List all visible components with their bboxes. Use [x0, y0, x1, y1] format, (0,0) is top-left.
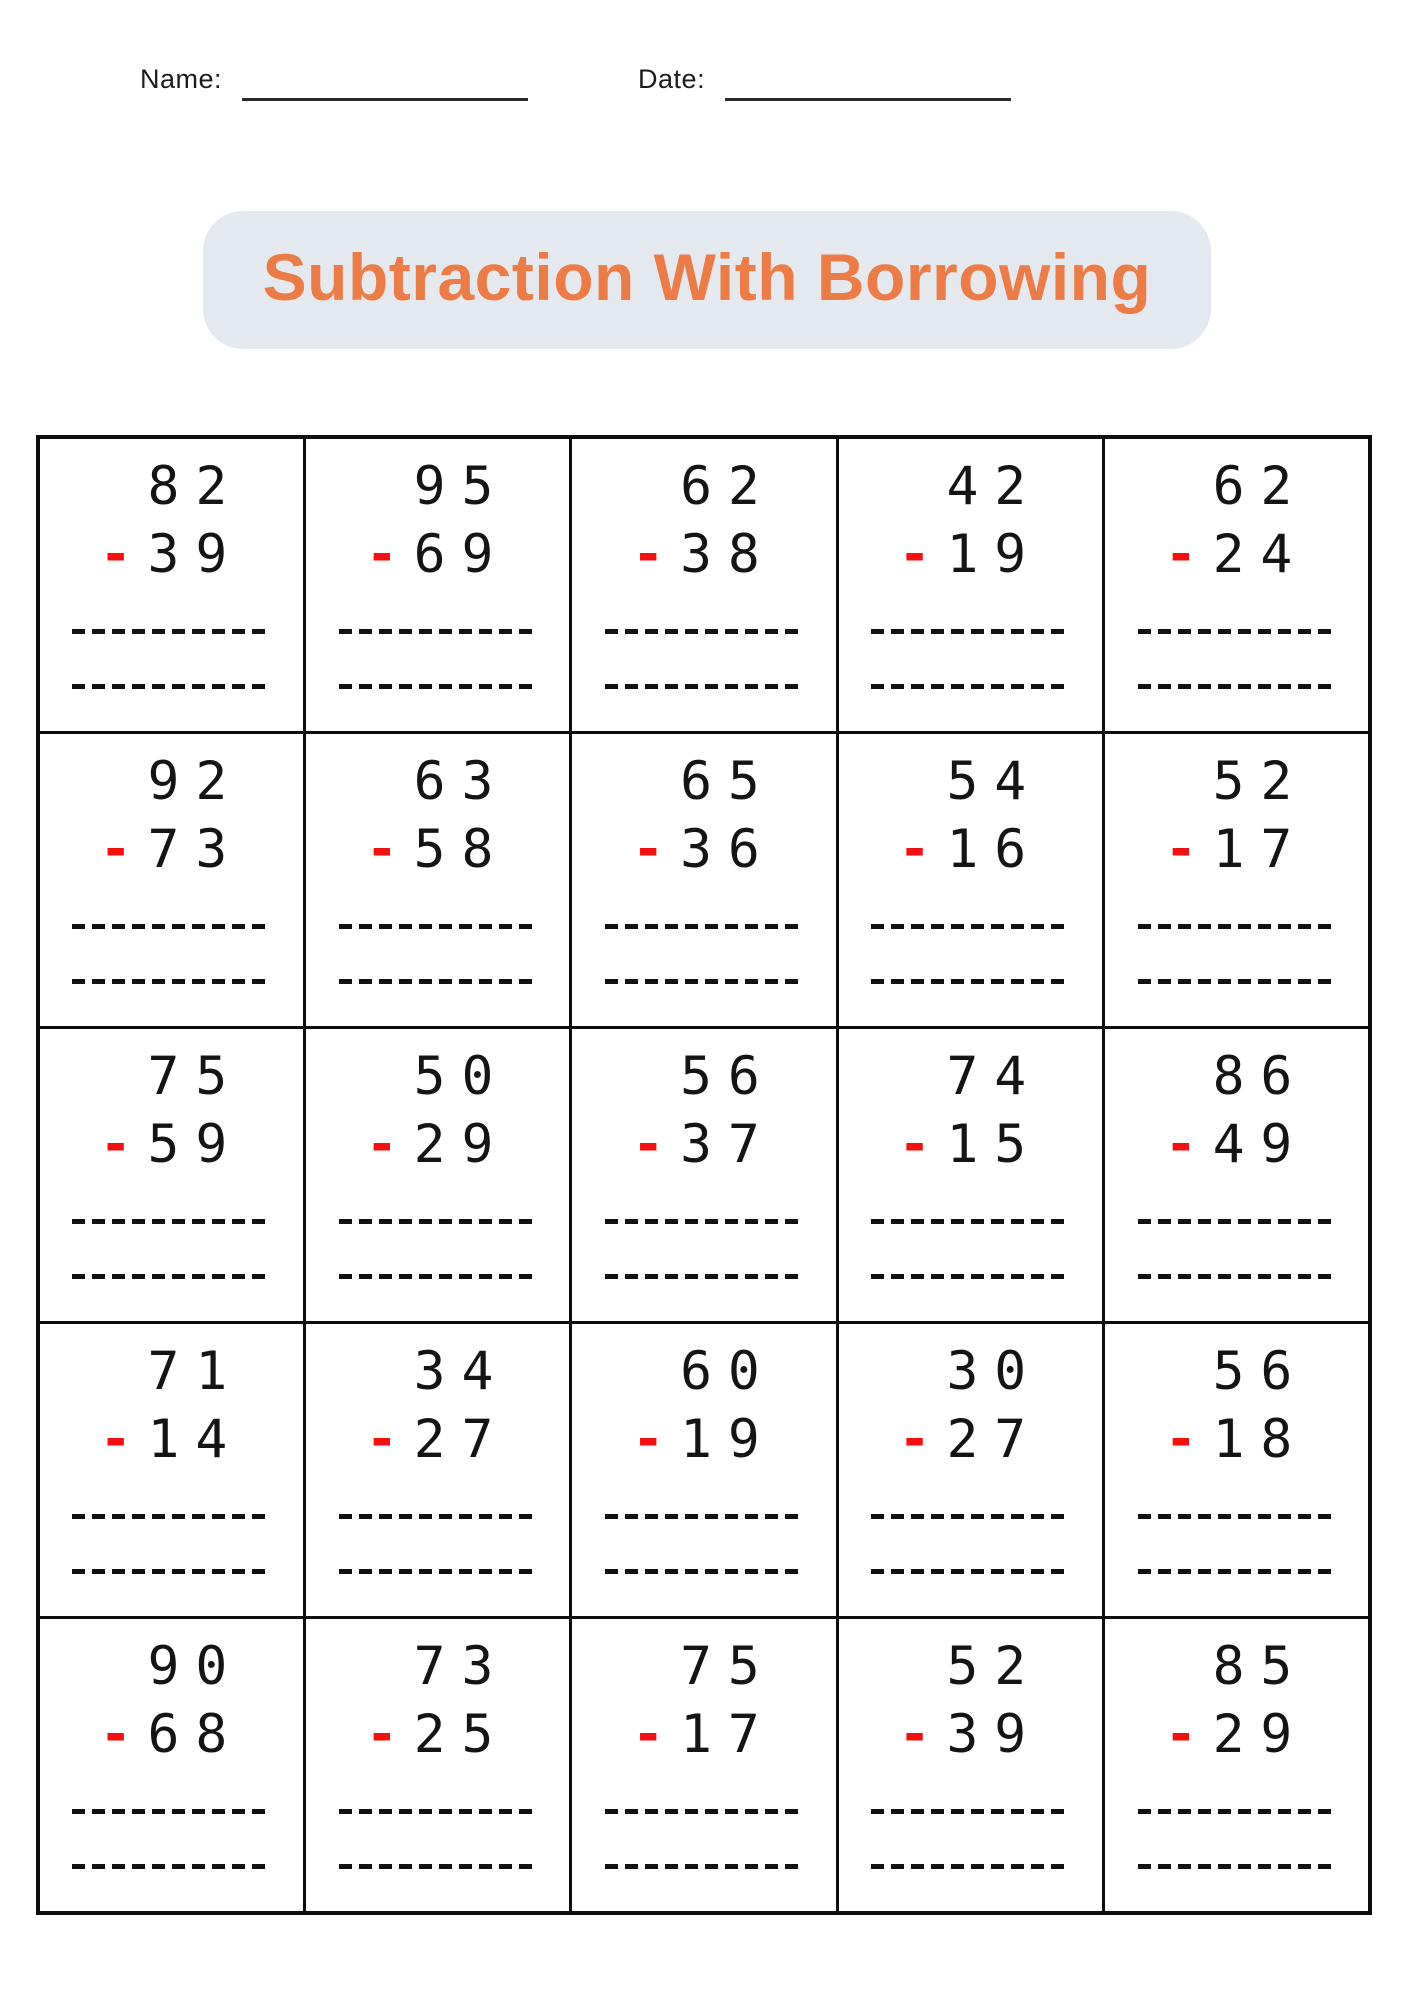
minuend-value: 52 — [1212, 751, 1309, 812]
answer-line — [605, 1569, 803, 1574]
problem-row — [38, 1028, 1370, 1323]
problem-row — [38, 1323, 1370, 1618]
minuend-value: 56 — [1212, 1341, 1309, 1402]
subtrahend-row — [899, 521, 1042, 589]
subtrahend-row — [632, 816, 775, 884]
minuend-value: 30 — [946, 1341, 1043, 1402]
answer-line — [1138, 1514, 1336, 1519]
problem-cell — [837, 1618, 1103, 1914]
answer-line — [1138, 1219, 1336, 1224]
subtrahend-value: 17 — [680, 1703, 776, 1765]
answer-line — [1138, 1569, 1336, 1574]
date-field-group — [638, 64, 1011, 95]
minus-sign: - — [99, 1408, 148, 1470]
subtrahend-value: 59 — [147, 1113, 244, 1175]
minuend-value: 92 — [147, 751, 244, 812]
minus-sign: - — [632, 1408, 681, 1470]
subtrahend-value: 29 — [1212, 1703, 1309, 1765]
problem-numbers — [366, 1043, 509, 1179]
minuend-value: 71 — [147, 1341, 244, 1402]
problem-cell — [1104, 1028, 1370, 1323]
subtrahend-row — [632, 1701, 775, 1769]
subtrahend-row — [100, 1111, 243, 1179]
subtrahend-value: 68 — [147, 1703, 244, 1765]
minuend-value: 56 — [680, 1046, 776, 1107]
answer-line — [72, 924, 270, 929]
answer-line — [1138, 1809, 1336, 1814]
subtrahend-row — [100, 816, 243, 884]
answer-line — [72, 1809, 270, 1814]
problem-numbers — [632, 1043, 775, 1179]
problem-cell — [1104, 1323, 1370, 1618]
problem-numbers — [366, 1338, 509, 1474]
minuend-value: 62 — [680, 456, 776, 517]
minus-sign: - — [898, 1113, 947, 1175]
problem-numbers — [366, 1633, 509, 1769]
subtrahend-value: 16 — [946, 818, 1043, 880]
minuend-value: 86 — [1212, 1046, 1309, 1107]
page-title: Subtraction With Borrowing — [262, 240, 1152, 314]
answer-line — [339, 1274, 537, 1279]
problem-numbers — [1165, 1633, 1308, 1769]
minuend-value: 50 — [413, 1046, 510, 1107]
problem-cell — [837, 733, 1103, 1028]
answer-line — [339, 979, 537, 984]
problem-numbers — [100, 1633, 243, 1769]
answer-line — [72, 684, 270, 689]
subtrahend-value: 69 — [413, 523, 510, 585]
subtrahend-value: 27 — [413, 1408, 510, 1470]
subtrahend-value: 15 — [946, 1113, 1043, 1175]
answer-line — [339, 1219, 537, 1224]
problem-numbers — [632, 1633, 775, 1769]
date-underline — [725, 98, 1011, 101]
subtrahend-row — [899, 1406, 1042, 1474]
subtrahend-value: 37 — [680, 1113, 776, 1175]
subtrahend-row — [100, 1701, 243, 1769]
problem-numbers — [632, 1338, 775, 1474]
subtrahend-row — [100, 521, 243, 589]
subtrahend-row — [1165, 816, 1308, 884]
answer-line — [871, 1514, 1069, 1519]
problem-cell — [1104, 1618, 1370, 1914]
answer-line — [1138, 924, 1336, 929]
problem-numbers — [100, 748, 243, 884]
problem-cell — [304, 1323, 570, 1618]
answer-line — [72, 1274, 270, 1279]
minuend-value: 62 — [1212, 456, 1309, 517]
subtrahend-value: 29 — [413, 1113, 510, 1175]
answer-line — [871, 924, 1069, 929]
subtrahend-value: 17 — [1212, 818, 1309, 880]
minus-sign: - — [632, 1703, 681, 1765]
minus-sign: - — [99, 1113, 148, 1175]
answer-line — [339, 629, 537, 634]
problem-numbers — [632, 748, 775, 884]
answer-line — [605, 1219, 803, 1224]
minuend-value: 90 — [147, 1636, 244, 1697]
subtrahend-row — [899, 1701, 1042, 1769]
answer-line — [339, 1864, 537, 1869]
problem-cell — [571, 437, 837, 733]
minuend-value: 82 — [147, 456, 244, 517]
answer-line — [605, 979, 803, 984]
answer-line — [605, 924, 803, 929]
answer-line — [605, 1514, 803, 1519]
problems-grid-wrapper — [36, 435, 1372, 1915]
problem-numbers — [100, 1338, 243, 1474]
problem-cell — [304, 733, 570, 1028]
problem-cell — [571, 733, 837, 1028]
minus-sign: - — [898, 523, 947, 585]
answer-line — [72, 1569, 270, 1574]
problems-tbody — [38, 437, 1370, 1913]
problem-numbers — [366, 453, 509, 589]
minus-sign: - — [632, 523, 681, 585]
subtrahend-value: 27 — [946, 1408, 1043, 1470]
problem-numbers — [899, 453, 1042, 589]
answer-line — [72, 629, 270, 634]
subtrahend-row — [899, 816, 1042, 884]
answer-line — [339, 1809, 537, 1814]
problem-numbers — [1165, 748, 1308, 884]
minus-sign: - — [365, 1703, 414, 1765]
answer-line — [1138, 1274, 1336, 1279]
problem-cell — [38, 1028, 304, 1323]
minus-sign: - — [1164, 1703, 1213, 1765]
minuend-value: 60 — [680, 1341, 776, 1402]
answer-line — [1138, 629, 1336, 634]
answer-line — [605, 684, 803, 689]
name-field-group — [140, 64, 528, 95]
minuend-value: 65 — [680, 751, 776, 812]
problem-numbers — [100, 1043, 243, 1179]
answer-line — [339, 1514, 537, 1519]
name-label: Name: — [140, 64, 223, 94]
minuend-value: 54 — [946, 751, 1043, 812]
problem-cell — [1104, 437, 1370, 733]
problem-numbers — [1165, 453, 1308, 589]
answer-line — [1138, 684, 1336, 689]
minus-sign: - — [365, 1408, 414, 1470]
answer-line — [1138, 1864, 1336, 1869]
subtrahend-value: 73 — [147, 818, 244, 880]
problem-numbers — [899, 1338, 1042, 1474]
problem-cell — [304, 1028, 570, 1323]
problem-cell — [38, 1323, 304, 1618]
answer-line — [871, 629, 1069, 634]
minuend-value: 74 — [946, 1046, 1043, 1107]
answer-line — [339, 1569, 537, 1574]
problem-cell — [837, 1028, 1103, 1323]
subtrahend-row — [632, 521, 775, 589]
subtrahend-value: 49 — [1212, 1113, 1309, 1175]
answer-line — [871, 1809, 1069, 1814]
minus-sign: - — [898, 1408, 947, 1470]
subtrahend-row — [632, 1406, 775, 1474]
subtrahend-value: 25 — [413, 1703, 510, 1765]
problem-numbers — [632, 453, 775, 589]
minus-sign: - — [898, 818, 947, 880]
minuend-value: 34 — [413, 1341, 510, 1402]
answer-line — [339, 924, 537, 929]
subtrahend-value: 14 — [147, 1408, 244, 1470]
subtrahend-value: 39 — [946, 1703, 1043, 1765]
minuend-value: 75 — [680, 1636, 776, 1697]
answer-line — [72, 1514, 270, 1519]
minus-sign: - — [365, 818, 414, 880]
minuend-value: 75 — [147, 1046, 244, 1107]
subtrahend-value: 24 — [1212, 523, 1309, 585]
problems-table — [36, 435, 1372, 1915]
minus-sign: - — [1164, 818, 1213, 880]
subtrahend-row — [1165, 1111, 1308, 1179]
minus-sign: - — [898, 1703, 947, 1765]
subtrahend-row — [366, 521, 509, 589]
answer-line — [72, 1219, 270, 1224]
subtrahend-row — [366, 1111, 509, 1179]
answer-line — [871, 1274, 1069, 1279]
problem-cell — [837, 1323, 1103, 1618]
answer-line — [72, 979, 270, 984]
subtrahend-value: 36 — [680, 818, 776, 880]
subtrahend-row — [1165, 1701, 1308, 1769]
answer-line — [605, 1809, 803, 1814]
minuend-value: 95 — [413, 456, 510, 517]
answer-line — [605, 629, 803, 634]
problem-numbers — [899, 748, 1042, 884]
subtrahend-row — [1165, 521, 1308, 589]
minus-sign: - — [1164, 1408, 1213, 1470]
problem-cell — [571, 1323, 837, 1618]
minus-sign: - — [1164, 523, 1213, 585]
header — [0, 0, 1414, 95]
subtrahend-value: 18 — [1212, 1408, 1309, 1470]
problem-numbers — [899, 1633, 1042, 1769]
problem-row — [38, 437, 1370, 733]
subtrahend-row — [366, 816, 509, 884]
answer-line — [605, 1864, 803, 1869]
problem-row — [38, 733, 1370, 1028]
problem-numbers — [366, 748, 509, 884]
minuend-value: 63 — [413, 751, 510, 812]
problem-cell — [304, 1618, 570, 1914]
minus-sign: - — [99, 818, 148, 880]
answer-line — [871, 1864, 1069, 1869]
minus-sign: - — [365, 1113, 414, 1175]
problem-cell — [38, 1618, 304, 1914]
problem-cell — [837, 437, 1103, 733]
answer-line — [871, 1219, 1069, 1224]
problem-row — [38, 1618, 1370, 1914]
answer-line — [605, 1274, 803, 1279]
minus-sign: - — [632, 1113, 681, 1175]
subtrahend-row — [366, 1701, 509, 1769]
subtrahend-row — [1165, 1406, 1308, 1474]
problem-cell — [571, 1618, 837, 1914]
minus-sign: - — [1164, 1113, 1213, 1175]
problem-numbers — [100, 453, 243, 589]
problem-numbers — [1165, 1338, 1308, 1474]
answer-line — [871, 1569, 1069, 1574]
minus-sign: - — [99, 523, 148, 585]
problem-cell — [304, 437, 570, 733]
answer-line — [871, 684, 1069, 689]
minuend-value: 52 — [946, 1636, 1043, 1697]
minuend-value: 73 — [413, 1636, 510, 1697]
minuend-value: 85 — [1212, 1636, 1309, 1697]
title-badge — [203, 211, 1212, 349]
answer-line — [339, 684, 537, 689]
problem-numbers — [899, 1043, 1042, 1179]
subtrahend-value: 19 — [680, 1408, 776, 1470]
answer-line — [871, 979, 1069, 984]
answer-line — [72, 1864, 270, 1869]
problem-numbers — [1165, 1043, 1308, 1179]
subtrahend-value: 39 — [147, 523, 244, 585]
subtrahend-value: 38 — [680, 523, 776, 585]
subtrahend-value: 58 — [413, 818, 510, 880]
problem-cell — [38, 437, 304, 733]
date-label: Date: — [638, 64, 706, 94]
subtrahend-value: 19 — [946, 523, 1043, 585]
minus-sign: - — [632, 818, 681, 880]
answer-line — [1138, 979, 1336, 984]
minuend-value: 42 — [946, 456, 1043, 517]
subtrahend-row — [100, 1406, 243, 1474]
problem-cell — [1104, 733, 1370, 1028]
subtrahend-row — [899, 1111, 1042, 1179]
subtrahend-row — [366, 1406, 509, 1474]
problem-cell — [571, 1028, 837, 1323]
subtrahend-row — [632, 1111, 775, 1179]
minus-sign: - — [365, 523, 414, 585]
name-underline — [242, 98, 528, 101]
problem-cell — [38, 733, 304, 1028]
minus-sign: - — [99, 1703, 148, 1765]
